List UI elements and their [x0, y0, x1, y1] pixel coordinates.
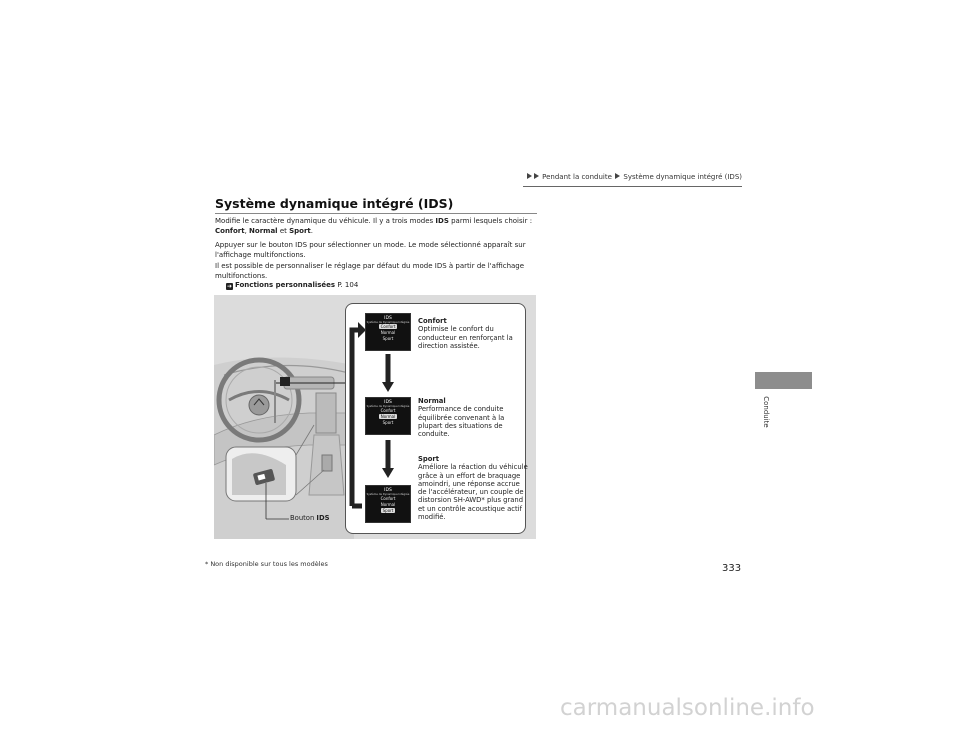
ids-screen-normal: IDS Système de Dynamique Intégrée Confort Normal Sport	[365, 397, 411, 435]
screen-option: Sport	[382, 336, 394, 342]
page-title: Système dynamique intégré (IDS)	[215, 196, 454, 211]
breadcrumb-arrow-icon	[615, 173, 620, 179]
screen-option: Confort	[380, 496, 396, 502]
xref-label[interactable]: Fonctions personnalisées	[235, 281, 336, 289]
instruction-paragraph: Appuyer sur le bouton IDS pour sélectionner un mode. Le mode sélectionné apparaît sur l'affichage multifonctions.	[215, 241, 526, 260]
ids-screen-confort: IDS Système de Dynamique Intégrée Confort Normal Sport	[365, 313, 411, 351]
down-arrow-icon	[382, 440, 394, 480]
xref-page[interactable]: P. 104	[337, 281, 359, 289]
header-rule	[523, 186, 742, 187]
mode-sport-term: Sport	[289, 227, 311, 236]
breadcrumb	[523, 173, 742, 181]
intro-paragraph: Modifie le caractère dynamique du véhicule. Il y a trois modes IDS parmi lesquels choisir : Confort, Normal et Sport.	[215, 217, 533, 236]
ids-button-label: Bouton IDS	[290, 514, 330, 522]
mode-description-normal: Normal Performance de conduite équilibrée convenant à la plupart des situations de conduite.	[418, 397, 505, 439]
screen-option-selected: Sport	[382, 508, 394, 514]
reference-arrow-icon: ➜	[226, 283, 233, 290]
customize-paragraph: Il est possible de personnaliser le réglage par défaut du mode IDS à partir de l'affichage multifonctions.	[215, 262, 525, 281]
screen-option: Normal	[380, 502, 396, 508]
screen-option: Normal	[380, 330, 396, 336]
screen-option-selected: Normal	[380, 414, 396, 420]
mode-confort-term: Confort	[215, 227, 245, 236]
screen-option: Sport	[382, 420, 394, 426]
watermark: carmanualsonline.info	[560, 695, 815, 721]
screen-option-selected: Confort	[380, 324, 396, 330]
down-arrow-icon	[382, 354, 394, 394]
mode-description-confort: Confort Optimise le confort du conducteur en renforçant la direction assistée.	[418, 317, 513, 350]
breadcrumb-item[interactable]: Pendant la conduite	[542, 173, 612, 181]
cross-reference[interactable]	[226, 281, 358, 290]
section-tab[interactable]	[755, 372, 812, 389]
mode-description-sport: Sport Améliore la réaction du véhicule grâce à un effort de braquage amoindri, une réponse accrue de l'accélérateur, un couple de distorsion SH-AWD* plus grand et un contrôle acoustique actif modifié.	[418, 455, 528, 522]
page-number: 333	[722, 563, 742, 574]
mode-normal-term: Normal	[249, 227, 278, 236]
breadcrumb-arrow-icon	[527, 173, 532, 179]
title-rule	[215, 213, 537, 214]
ids-term: IDS	[435, 217, 449, 225]
section-tab-label: Conduite	[762, 396, 770, 428]
breadcrumb-item[interactable]: Système dynamique intégré (IDS)	[623, 173, 742, 181]
footnote: * Non disponible sur tous les modèles	[205, 560, 328, 568]
breadcrumb-arrow-icon	[534, 173, 539, 179]
screen-option: Confort	[380, 408, 396, 414]
ids-screen-sport: IDS Système de Dynamique Intégrée Confort Normal Sport	[365, 485, 411, 523]
